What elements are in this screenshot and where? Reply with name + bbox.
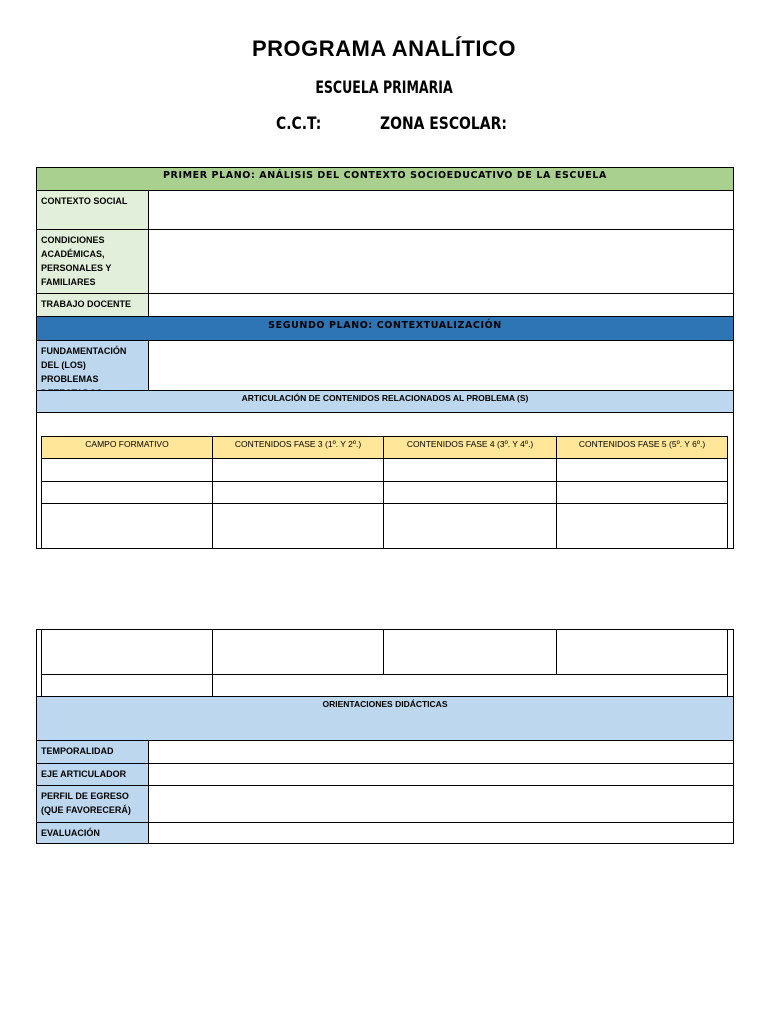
table-cell-merged[interactable]	[212, 674, 728, 697]
evaluacion-field[interactable]	[148, 822, 734, 844]
table-cell[interactable]	[212, 481, 384, 504]
table-cell[interactable]	[41, 503, 213, 549]
zona-escolar-label: ZONA ESCOLAR:	[380, 114, 507, 134]
col-fase-4: CONTENIDOS FASE 4 (3º. Y 4º.)	[383, 436, 557, 459]
table-cell[interactable]	[383, 629, 557, 675]
segundo-plano-heading: SEGUNDO PLANO: CONTEXTUALIZACIÓN	[36, 316, 734, 341]
table-cell[interactable]	[41, 674, 213, 697]
contexto-social-field[interactable]	[148, 190, 734, 230]
temporalidad-label: TEMPORALIDAD	[36, 740, 149, 764]
table-cell[interactable]	[41, 458, 213, 482]
perfil-egreso-field[interactable]	[148, 785, 734, 823]
table-cell[interactable]	[383, 458, 557, 482]
page-title: PROGRAMA ANALÍTICO	[251, 36, 517, 61]
col-fase-5: CONTENIDOS FASE 5 (5º. Y 6º.)	[556, 436, 728, 459]
fundamentacion-label: FUNDAMENTACIÓN DEL (LOS) PROBLEMAS	[36, 340, 149, 391]
orientaciones-heading: ORIENTACIONES DIDÁCTICAS	[36, 696, 734, 741]
table-cell[interactable]	[41, 481, 213, 504]
evaluacion-label: EVALUACIÓN	[36, 822, 149, 844]
condiciones-field[interactable]	[148, 229, 734, 294]
table-cell[interactable]	[383, 481, 557, 504]
eje-articulador-label: EJE ARTICULADOR	[36, 763, 149, 786]
articulacion-heading: ARTICULACIÓN DE CONTENIDOS RELACIONADOS AL PROBLEMA (S)	[36, 390, 734, 413]
table-cell[interactable]	[41, 629, 213, 675]
condiciones-label: CONDICIONES ACADÉMICAS, PERSONALES Y FAMILIARES	[36, 229, 149, 294]
table-cell[interactable]	[212, 458, 384, 482]
primer-plano-heading: PRIMER PLANO: ANÁLISIS DEL CONTEXTO SOCIOEDUCATIVO DE LA ESCUELA	[36, 167, 734, 191]
perfil-egreso-label: PERFIL DE EGRESO (QUE FAVORECERÁ)	[36, 785, 149, 823]
contexto-social-label: CONTEXTO SOCIAL	[36, 190, 149, 230]
table-cell[interactable]	[212, 503, 384, 549]
trabajo-docente-field[interactable]	[148, 293, 734, 317]
eje-articulador-field[interactable]	[148, 763, 734, 786]
table-cell[interactable]	[556, 481, 728, 504]
fundamentacion-field[interactable]	[148, 340, 734, 391]
trabajo-docente-label: TRABAJO DOCENTE	[36, 293, 149, 317]
table-cell[interactable]	[556, 458, 728, 482]
school-type: ESCUELA PRIMARIA	[315, 78, 453, 98]
table-cell[interactable]	[383, 503, 557, 549]
table-cell[interactable]	[212, 629, 384, 675]
col-fase-3: CONTENIDOS FASE 3 (1º. Y 2º.)	[212, 436, 384, 459]
cct-label: C.C.T:	[276, 114, 322, 134]
table-cell[interactable]	[556, 629, 728, 675]
col-campo-formativo: CAMPO FORMATIVO	[41, 436, 213, 459]
table-cell[interactable]	[556, 503, 728, 549]
temporalidad-field[interactable]	[148, 740, 734, 764]
